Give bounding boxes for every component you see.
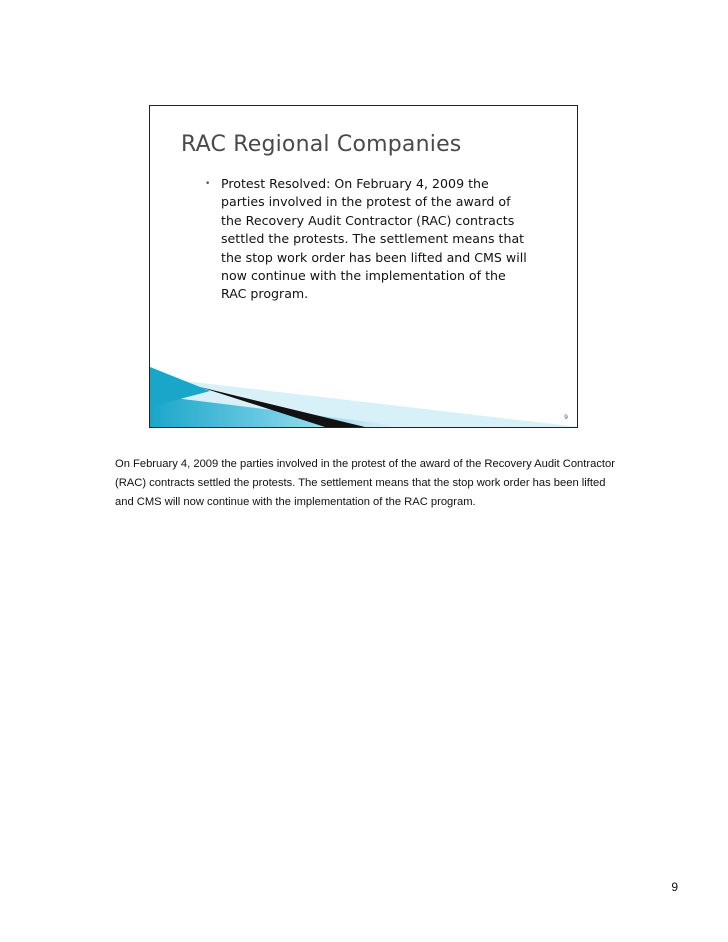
slide-title: RAC Regional Companies bbox=[181, 132, 462, 157]
page-number: 9 bbox=[671, 880, 678, 894]
bullet-marker: • bbox=[205, 179, 211, 189]
bullet-separator: : bbox=[326, 176, 335, 191]
slide-bullet-text bbox=[221, 175, 531, 304]
bullet-body: On February 4, 2009 the parties involved in the protest of the award of the Recovery Audit Contractor (RAC) contracts settled the protests. The settlement means that the stop work order has been lifted and CMS will now continue with the implementation of the RAC program. bbox=[221, 176, 527, 302]
slide-thumbnail bbox=[149, 105, 578, 428]
decorative-swoosh-graphic bbox=[150, 367, 578, 427]
speaker-notes: On February 4, 2009 the parties involved in the protest of the award of the Recovery Audit Contractor (RAC) contracts settled the protests. The settlement means that the stop work order has been lifted and CMS will now continue with the implementation of the RAC program. bbox=[115, 458, 615, 508]
bullet-label: Protest Resolved bbox=[221, 176, 327, 191]
slide-number: 9 bbox=[564, 414, 568, 421]
